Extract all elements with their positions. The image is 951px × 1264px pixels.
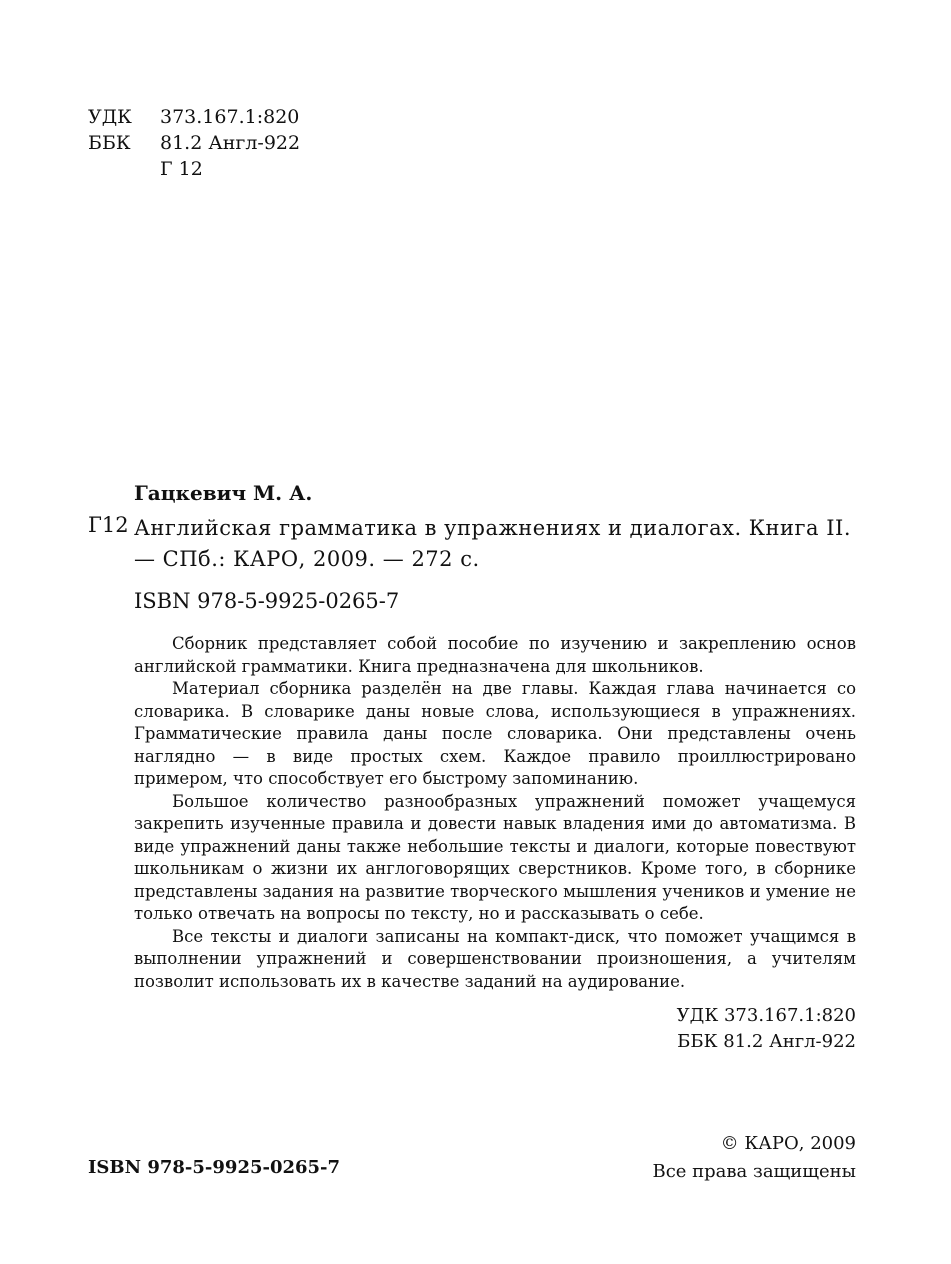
copyright: © КАРО, 2009 [720,1133,856,1154]
abstract [134,633,856,993]
isbn-record: ISBN 978-5-9925-0265-7 [134,589,400,613]
author-code: Г12 [88,513,129,537]
abstract-paragraph: Сборник представляет собой пособие по изучению и закреплению основ английской грамматики. Книга предназначена для школьников. [134,634,856,676]
classification-codes-right [677,1003,856,1055]
book-title: Английская грамматика в упражнениях и диалогах. Книга II. — СПб.: КАРО, 2009. — 272 с. [134,516,851,571]
udk-code: УДК 373.167.1:820 [676,1005,856,1026]
author-name: Гацкевич М. А. [134,481,313,505]
bbk-code: ББК 81.2 Англ-922 [677,1031,856,1052]
abstract-paragraph: Материал сборника разделён на две главы. Каждая глава начинается со словарика. В словарике даны новые слова, использующиеся в упражнениях. Грамматические правила даны после словарика. Они представлены очень наглядно — в виде простых схем. Каждое правило проиллюстрировано примером, что способствует его быстрому запоминанию. [134,679,856,788]
udk-value: 373.167.1:820 [160,106,300,128]
udk-row [88,104,300,130]
copyright-block [652,1130,856,1186]
author-mark-row [88,156,300,182]
bbk-label: ББК [88,132,131,154]
classification-block [88,104,300,182]
abstract-paragraph: Большое количество разнообразных упражнений поможет учащемуся закрепить изученные правила и довести навык владения ими до автоматизма. В виде упражнений даны также небольшие тексты и диалоги, которые повествуют школьникам о жизни их англоговорящих сверстников. Кроме того, в сборнике представлены задания на развитие творческого мышления учеников и умение не только отвечать на вопросы по тексту, но и рассказывать о себе. [134,791,856,923]
rights-reserved: Все права защищены [652,1161,856,1182]
bbk-value: 81.2 Англ-922 [160,132,301,154]
isbn-footer: ISBN 978-5-9925-0265-7 [88,1157,341,1178]
author-mark: Г 12 [160,158,203,180]
abstract-paragraph: Все тексты и диалоги записаны на компакт-диск, что поможет учащимся в выполнении упражнений и совершенствовании произношения, а учителям позволит использовать их в качестве заданий на аудирование. [134,926,856,991]
bbk-row [88,130,300,156]
udk-label: УДК [88,106,132,128]
